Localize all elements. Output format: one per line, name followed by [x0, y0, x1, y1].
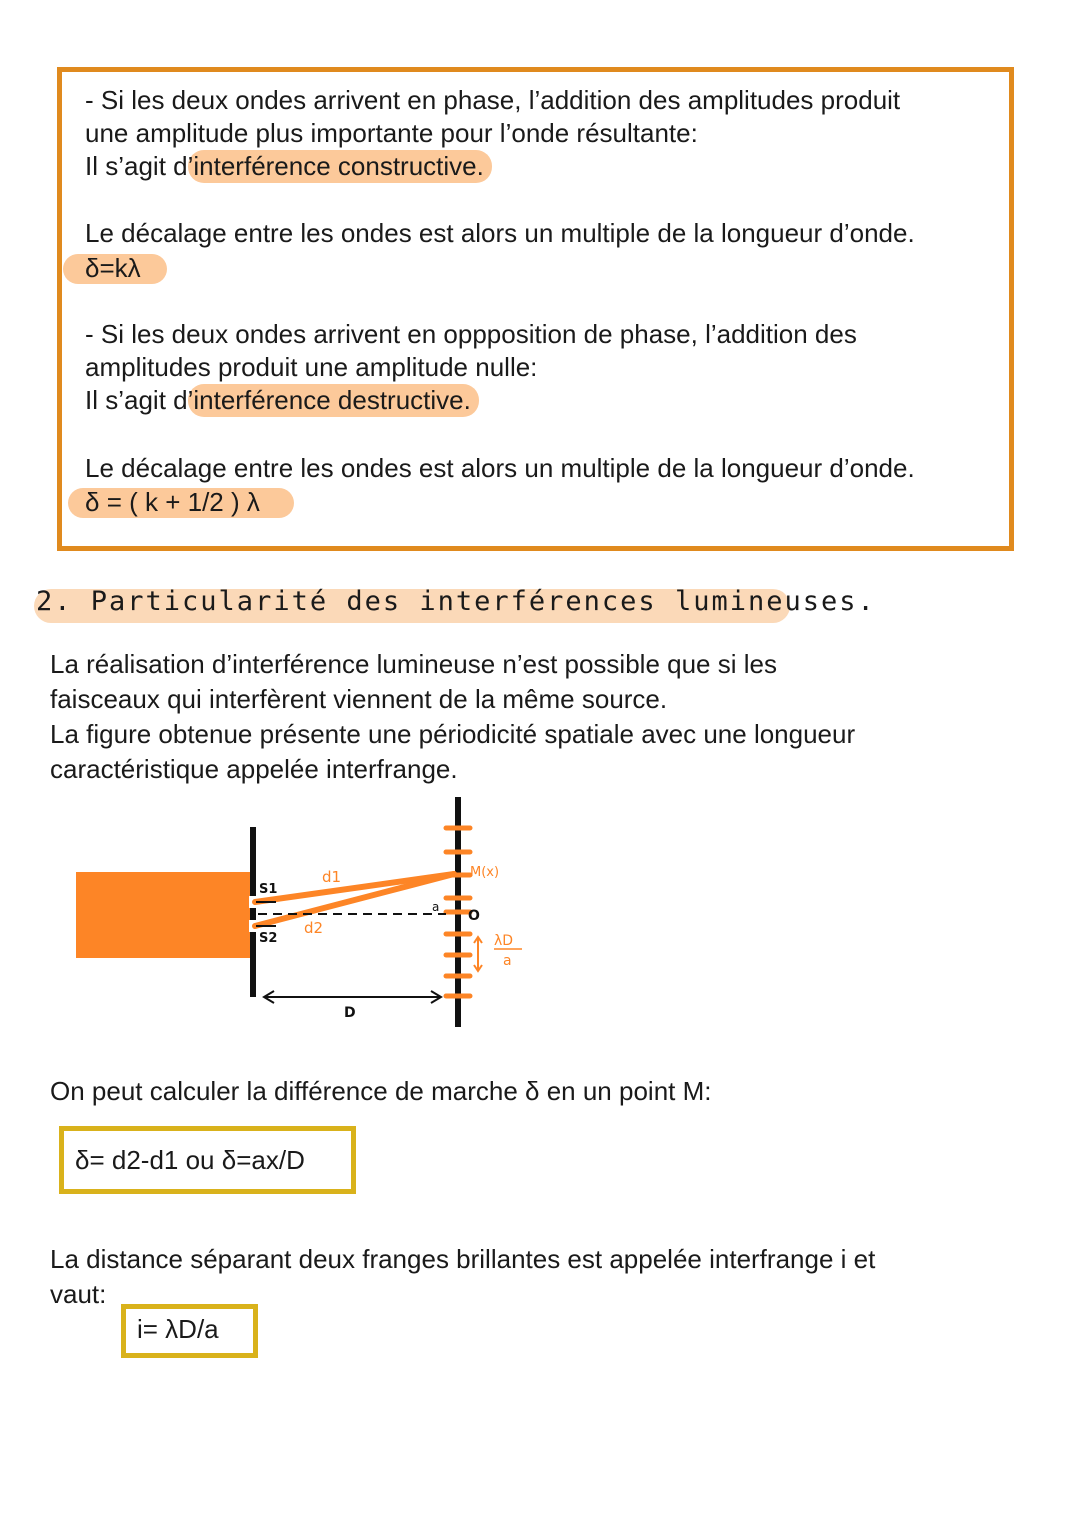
distance-label: D [344, 1005, 356, 1021]
a-denominator-label: a [503, 953, 512, 969]
formula-destructive: δ = ( k + 1/2 ) λ [85, 487, 260, 517]
interfrange-formula: i= λD/a [137, 1314, 219, 1344]
highlight-constructive: ’interférence constructive. [188, 150, 492, 183]
d2-label: d2 [304, 919, 324, 937]
paragraph-line-2: faisceaux qui interfèrent viennent de la même source. [50, 684, 668, 714]
path-difference-intro: On peut calculer la différence de marche δ en un point M: [50, 1076, 712, 1106]
paragraph-line-1: La réalisation d’interférence lumineuse n’est possible que si les [50, 649, 777, 679]
box-line-5: - Si les deux ondes arrivent en oppposition de phase, l’addition des [85, 319, 857, 349]
d1-label: d1 [322, 868, 342, 886]
box-line-3: Il s’agit d’interférence constructive. [85, 150, 492, 183]
box-line-6: amplitudes produit une amplitude nulle: [85, 352, 538, 382]
interfrange-text-1: La distance séparant deux franges brillantes est appelée interfrange i et [50, 1244, 876, 1274]
s2-label: S2 [259, 931, 278, 946]
box-line-2: une amplitude plus importante pour l’onde résultante: [85, 118, 698, 148]
interfrange-text-2: vaut: [50, 1279, 107, 1309]
box-line-8: Le décalage entre les ondes est alors un multiple de la longueur d’onde. [85, 453, 915, 483]
section-heading: 2. Particularité des interférences lumineuses. [36, 586, 876, 617]
box-line-1: - Si les deux ondes arrivent en phase, l’addition des amplitudes produit [85, 85, 901, 115]
lambda-d-label: λD [494, 933, 514, 949]
a-label: a [432, 900, 440, 914]
formula-constructive: δ=kλ [85, 253, 141, 283]
path-difference-formula: δ= d2-d1 ou δ=ax/D [75, 1145, 305, 1175]
highlight-destructive: ’interférence destructive. [188, 384, 479, 417]
box-line-4: Le décalage entre les ondes est alors un multiple de la longueur d’onde. [85, 218, 915, 248]
paragraph-line-3: La figure obtenue présente une périodicité spatiale avec une longueur [50, 719, 856, 749]
box-line-7: Il s’agit d’interférence destructive. [85, 384, 479, 417]
young-slits-diagram [0, 790, 560, 1040]
o-label: O [468, 908, 480, 924]
m-label: M(x) [470, 865, 500, 880]
s1-label: S1 [259, 882, 278, 897]
light-source [76, 872, 254, 958]
paragraph-line-4: caractéristique appelée interfrange. [50, 754, 458, 784]
